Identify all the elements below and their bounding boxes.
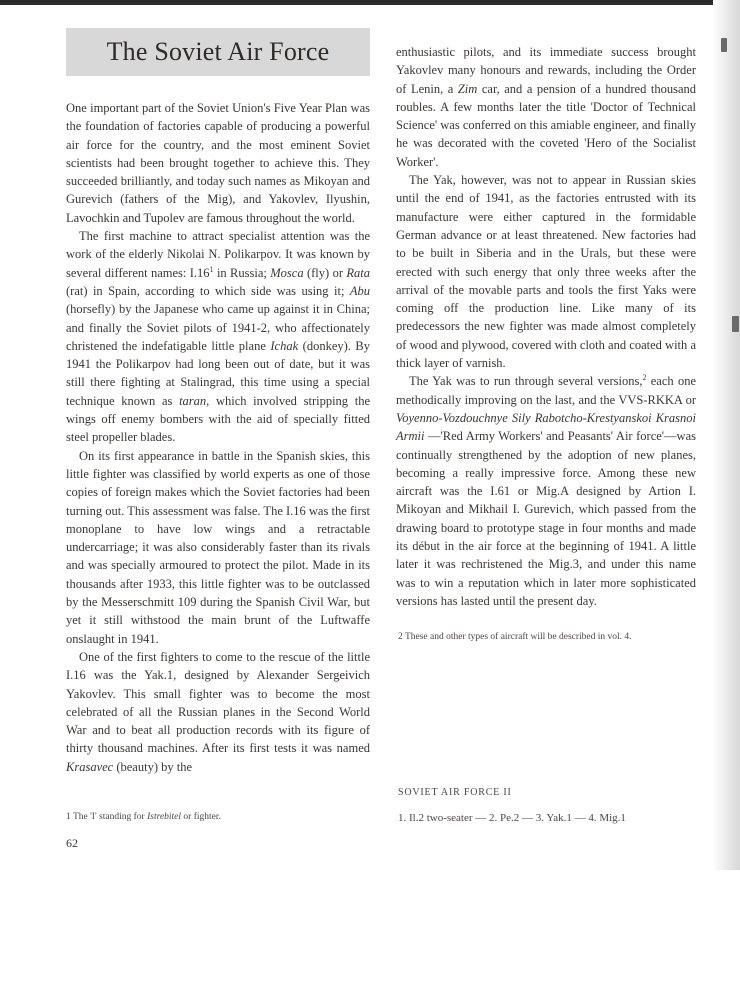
edge-mark-top [721,38,727,52]
plate-caption: 1. Il.2 two-seater — 2. Pe.2 — 3. Yak.1 — 4. Mig.1 [398,812,626,824]
page-edge-shadow [713,0,740,870]
paragraph: One of the first fighters to come to the rescue of the little I.16 was the Yak.1, designed by Alexander Sergeivich Yakovlev. This small fighter was to become the most celebrated of all the Russian planes in the Second World War and to beat all production records with its figure of thirty thousand machines. After its first tests it was named Krasavec (beauty) by the [66,649,370,774]
right-column [396,43,696,610]
footnote-ref: 2 [642,373,647,383]
paragraph: On its first appearance in battle in the Spanish skies, this little fighter was classified by world experts as one of those copies of foreign makes which the Soviet factories had been turning out. This assessment was false. The I.16 was the first monoplane to have low wings and a retractable undercarriage; it was also considerably faster than its rivals and was specially armoured to protect the pilot. Made in its thousands after 1933, this little fighter was to be outclassed by the Messerschmitt 109 during the Spanish Civil War, but yet it still withstood the main brunt of the Luftwaffe onslaught in 1941. [66,448,371,646]
paragraph: The Yak was to run through several versions,$^2$ each one methodically improving on the last, and the VVS-RKKA or Voyenno-Vozdouchnye Sily Rabotcho-Krestyanskoi Krasnoi Armii —'Red Army Workers' and Peasants' Air force'—was continually strengthened by the adoption of new planes, becoming a really impressive force. Among these new aircraft was the I.61 or Mig.A designed by Artion I. Mikoyan and Mikhail I. Gurevich, which passed from the drawing board to prototype stage in four months and made its début in the air force at the beginning of 1941. A little later it was rechristened the Mig.3, and under this name was to win a reputation which in later more sophisticated versions has lasted until the present day. [396,373,696,608]
left-column [66,99,370,776]
page-number: 62 [66,836,78,850]
caption-heading: SOVIET AIR FORCE II [398,787,512,798]
paragraph: The Yak, however, was not to appear in Russian skies until the end of 1941, as the factories entrusted with its manufacture were either captured in the formidable German advance or at least threatened. New factories had to be built in Siberia and in the Urals, but these were erected with such energy that only three weeks after the arrival of the movable parts and tools the first Yaks were coming off the production line. Like many of its predecessors the new fighter was made almost completely of wood and plywood, covered with cloth and coated with a thick layer of varnish. [396,173,696,371]
footnote-2: 2 These and other types of aircraft will be described in vol. 4. [398,632,632,642]
footnote-ref: 1 [209,264,214,274]
top-border [0,0,740,5]
edge-mark-middle [732,316,739,332]
paragraph: The first machine to attract specialist attention was the work of the elderly Nikolai N. Polikarpov. It was known by several different names: $I.16^1$ in Russia; Mosca (fly) or Rata (rat) in Spain, according to which side was using it; Abu (horsefly) by the Japanese who came up against it in China; and finally the Soviet pilots of 1941-2, who affectionately christened the indefatigable little plane Ichak (donkey). By 1941 the Polikarpov had long been out of date, but it was still there fighting at Stalingrad, this time using a special technique known as taran, which involved stripping the wings off enemy bombers with the aid of specially fitted steel propeller blades. [66,229,370,445]
paragraph: enthusiastic pilots, and its immediate success brought Yakovlev many honours and rewards, including the Order of Lenin, a Zim car, and a pension of a hundred thousand roubles. A few months later the title 'Doctor of Technical Science' was conferred on this amiable engineer, and finally he was decorated with the coveted 'Hero of the Socialist Worker'. [396,45,697,169]
footnote-1: 1 The 'I' standing for Istrebitel or fighter. [66,812,221,822]
page-title: The Soviet Air Force [106,37,330,66]
title-box [66,28,370,76]
paragraph: One important part of the Soviet Union's Five Year Plan was the foundation of factories capable of producing a powerful air force for the country, and the most eminent Soviet scientists had been brought together to achieve this. They succeeded brilliantly, and today such names as Mikoyan and Gurevich (fathers of the Mig), and Yakovlev, Ilyushin, Lavochkin and Tupolev are famous throughout the world. [66,101,370,225]
